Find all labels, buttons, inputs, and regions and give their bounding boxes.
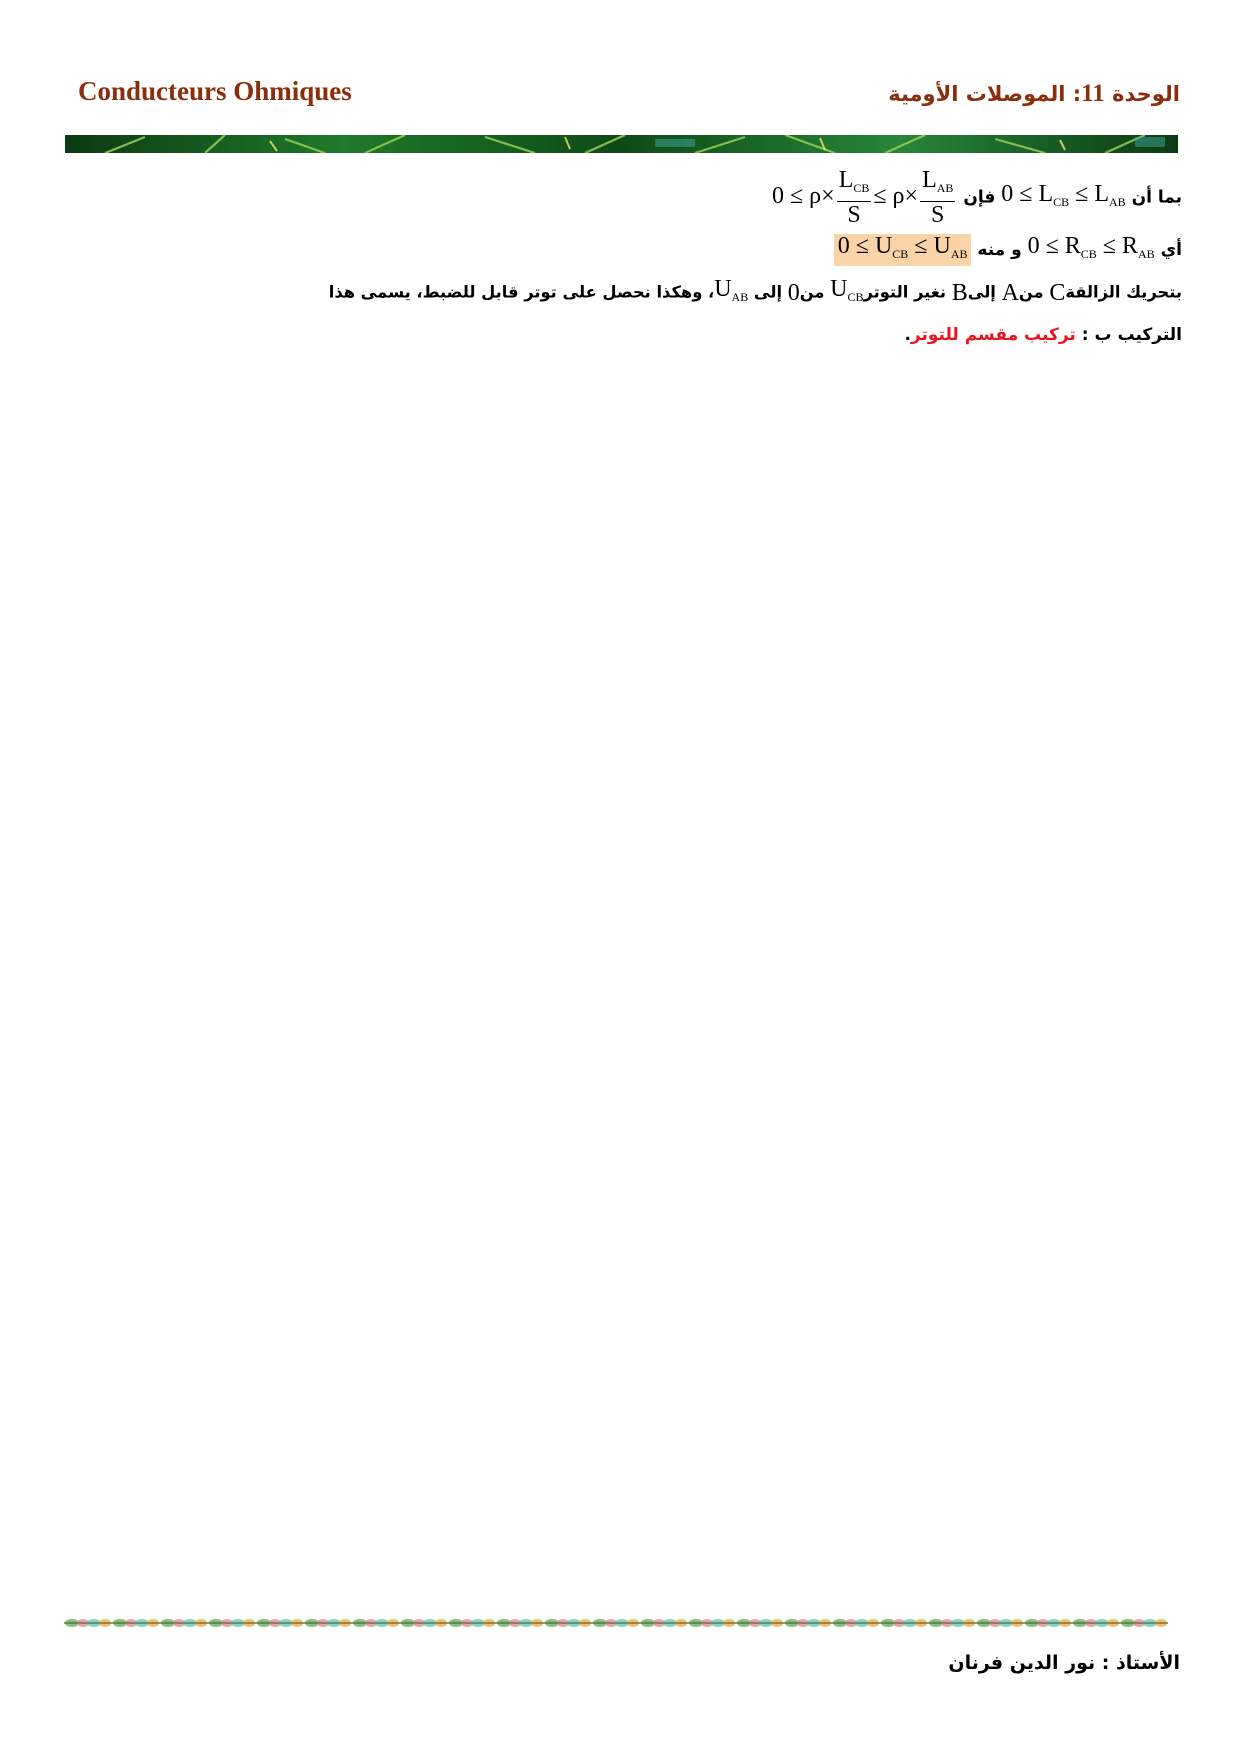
banner-pattern-icon (65, 135, 1178, 153)
page-title-arabic (888, 80, 1180, 108)
paragraph-line-1 (58, 167, 1182, 228)
paragraph-line-3 (58, 278, 1182, 308)
decorative-banner (65, 135, 1178, 153)
inequality-resistivity: 0 ≤ ρ× $\frac{L_{CB}}{S}$ ≤ ρ× $\frac{L_{AB}}{S}$ (772, 167, 954, 228)
text-adjustable-voltage: ، وهكذا نحصل على توتر قابل للضبط، يسمى هذا (328, 282, 715, 302)
unit-title: : الموصلات الأومية (888, 82, 1082, 106)
main-content (58, 163, 1182, 346)
text-from: من (1018, 282, 1044, 302)
symbol-uab: $U_{AB}$ (714, 276, 749, 304)
text-from-2: من (799, 282, 825, 302)
point-b: B (951, 280, 968, 306)
text-ie: أي (1160, 240, 1182, 260)
term-voltage-divider: تركيب مقسم للتوتر (910, 325, 1076, 345)
text-moving-slider: بتحريك الزالقة (1065, 282, 1182, 302)
inequality-length: $0 \le L_{CB} \le L_{AB}$ (1001, 180, 1126, 209)
text-hence: و منه (977, 240, 1022, 260)
text-then: فإن (963, 187, 996, 208)
text-period: . (904, 325, 911, 345)
text-since: بما أن (1131, 187, 1182, 208)
paragraph-line-4 (58, 324, 1182, 346)
paragraph-line-2 (58, 234, 1182, 266)
value-zero: 0 (787, 280, 800, 306)
inequality-resistance: $0 \le R_{CB} \le R_{AB}$ (1027, 233, 1155, 261)
point-a: A (1001, 280, 1019, 306)
inequality-voltage-highlighted: $0 \le U_{CB} \le U_{AB}$ (834, 234, 972, 266)
author-credit: الأستاذ : نور الدين فرنان (948, 1652, 1180, 1674)
floral-border-icon (64, 1616, 1176, 1630)
page-title-french: Conducteurs Ohmiques (78, 76, 352, 106)
text-called: التركيب ب : (1081, 325, 1182, 345)
symbol-ucb: $U_{CB}$ (830, 276, 864, 304)
unit-label: الوحدة (1112, 82, 1180, 106)
unit-number: 11 (1081, 80, 1105, 107)
text-to-2: إلى (753, 282, 783, 302)
text-to: إلى (967, 282, 996, 302)
point-c: C (1049, 280, 1066, 306)
text-vary-voltage: نغير التوتر (863, 282, 947, 302)
